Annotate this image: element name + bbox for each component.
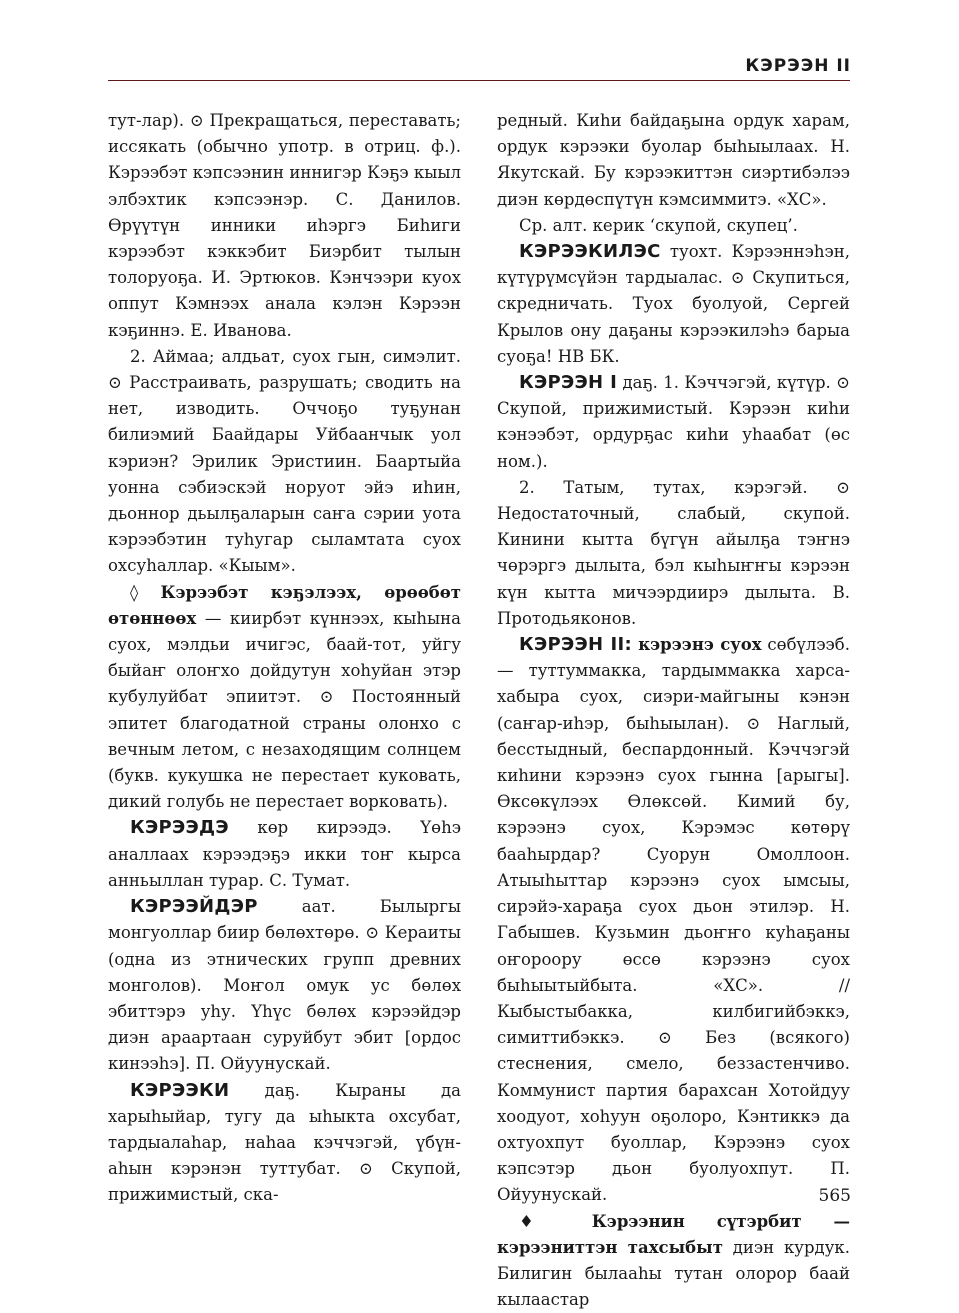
phrase-headword: ♦ Кэрээнин сүтэрбит — кэрээниттэн тахсыбыт — [497, 1211, 850, 1257]
right-column — [497, 108, 850, 1313]
headword: КЭРЭЭЙДЭР — [130, 896, 258, 918]
dictionary-entry — [497, 213, 850, 239]
phrase-headword: кэрээнэ суох — [631, 635, 762, 655]
headword: КЭРЭЭДЭ — [130, 817, 229, 839]
entry-text: даҕ. 1. Кэччэгэй, күтүр. ⊙ Скупой, прижимистый. Кэрээн киhи кэнээбэт, ордурҕас киhи уhаабат (өс ном.). — [497, 373, 850, 471]
dictionary-entry — [497, 370, 850, 475]
dictionary-entry — [497, 1209, 850, 1313]
entry-text: 2. Аймаа; алдьат, суох гын, симэлит. ⊙ Расстраивать, разрушать; сводить на нет, изводить. Оччоҕо туҕунан билиэмий Баайдары Уйбаанчык уол кэриэн? Эрилик Эристиин. Баартыйа уонна сэбиэскэй норуот эйэ иhин, дьоннор дьылҕаларын саҥа сэрии уота кэрээбэтин туhугар сыламтата суох охсуhаллар. «Кыым». — [108, 346, 461, 576]
entry-text: редный. Киhи байдаҕына ордук харам, ордук кэрээки буолар быhыылаах. Н. Якутскай. Бу кэрээкиттэн сиэртибэлээ диэн көрдөспүтүн кэмсиммитэ. «ХС». — [497, 111, 850, 209]
headword: КЭРЭЭКИ — [130, 1079, 230, 1101]
left-column — [108, 108, 461, 1209]
phrase-headword: ◊ Кэрээбэт кэҕэлээх, өрөөбөт өтөннөөх — [108, 582, 461, 628]
dictionary-entry — [108, 894, 461, 1077]
entry-text: Ср. алт. керик ‘скупой, скупец’. — [519, 215, 798, 235]
entry-text: 2. Татым, тутах, кэрэгэй. ⊙ Недостаточный, слабый, скупой. Кинини кытта бүгүн айылҕа тэҥнэ чөрэргэ дылыта, бэл кыhыҥҥы кэрээн күн кытта мичээрдиирэ дылыта. В. Протодьяконов. — [497, 477, 850, 628]
headword: КЭРЭЭН II: — [519, 634, 632, 656]
dictionary-entry — [108, 580, 461, 816]
dictionary-entry — [108, 1078, 461, 1209]
dictionary-entry — [497, 239, 850, 370]
entry-text: туохт. Кэрээннэhэн, күтүрүмсүйэн тардыалас. ⊙ Скупиться, скредничать. Туох буолуой, Сергей Крылов ону даҕаны кэрээкилэhэ барыа суоҕа! НВ БК. — [497, 242, 850, 366]
page-number: 565 — [818, 1186, 851, 1206]
entry-text: — киирбэт күннээх, кыhына суох, мэлдьи ичигэс, баай-тот, уйгу быйаҥ олоҥхо дойдутун хоhуйан этэр кубулуйбат эпиитэт. ⊙ Постоянный эпитет благодатной страны олонхо с вечным летом, с незаходящим солнцем (букв. кукушка не перестает куковать, дикий голубь не перестает ворковать). — [108, 608, 461, 812]
entry-text: сөбүлээб. — туттуммакка, тардыммакка харса-хабыра суох, сиэри-майгыны кэнэн (саҥар-иhэр, быhыылан). ⊙ Наглый, бесстыдный, беспардонный. Кэччэгэй киhини кэрээнэ суох гынна [арыгы]. Өксөкүлээх Өлөксөй. Кимий бу, кэрээнэ суох, Кэрэмэс көтөрү бааhырдар? Суорун Омоллоон. Атыыhыттар кэрээнэ суох ымсыы, сирэйэ-хараҕа суох дьон этилэр. Н. Габышев. Кузьмин дьоҥҥо куhаҕаны оҥороору өссө кэрээнэ суох быhыытыйбыта. «ХС». // Кыбыстыбакка, килбигийбэккэ, симиттибэккэ. ⊙ Без (всякого) стеснения, смело, беззастенчиво. Коммунист партия барахсан Хотойдуу хоодуот, хоhуун оҕолоро, Кэнтиккэ да охтуохпут буоллар, Кэрээнэ суох кэпсэтэр дьон буолуохпут. П. Ойуунускай. — [497, 635, 850, 1205]
entry-text: даҕ. Кыраны да харыhыйар, тугу да ыhыкта охсубат, тардыалаhар, наhаа кэччэгэй, үбүн-аhын кэрэнэн туттубат. ⊙ Скупой, прижимистый, ска- — [108, 1080, 461, 1205]
dictionary-entry — [497, 475, 850, 632]
entry-text: көр кирээдэ. Үөhэ аналлаах кэрээдэҕэ икки тоҥ кырса анньыллан турар. С. Тумат. — [108, 818, 461, 890]
dictionary-entry — [108, 344, 461, 580]
headword: КЭРЭЭН I — [519, 372, 618, 394]
entry-text: диэн курдук. Билигин былааhы тутан олорор баай кылаастар — [497, 1237, 850, 1310]
header-rule — [108, 80, 850, 81]
dictionary-entry — [497, 632, 850, 1208]
entry-text: тут-лар). ⊙ Прекращаться, переставать; иссякать (обычно употр. в отриц. ф.). Кэрээбэт кэпсээнин иннигэр Кэҕэ кыыл элбэхтик кэпсээнэр. С. Данилов. Өрүүтүн инники иhэргэ Биhиги кэрээбэт кэккэбит Биэрбит тылын толоруоҕа. И. Эртюков. Кэнчээри куох оппут Кэмнээх анала кэлэн Кэрээн кэҕиннэ. Е. Иванова. — [108, 111, 461, 340]
entry-text: аат. Былыргы монгуоллар биир бөлөхтөрө. ⊙ Кераиты (одна из этнических групп древних монголов). Моҥол омук ус бөлөх эбиттэрэ уhу. Үhүс бөлөх кэрээйдэр диэн араартаан суруйбут эбит [ордос кинээhэ]. П. Ойуунускай. — [108, 897, 461, 1074]
dictionary-entry — [108, 815, 461, 894]
headword: КЭРЭЭКИЛЭС — [519, 241, 661, 263]
continued-paragraph — [108, 108, 461, 344]
continued-paragraph — [497, 108, 850, 213]
running-head: КЭРЭЭН II — [745, 56, 851, 76]
